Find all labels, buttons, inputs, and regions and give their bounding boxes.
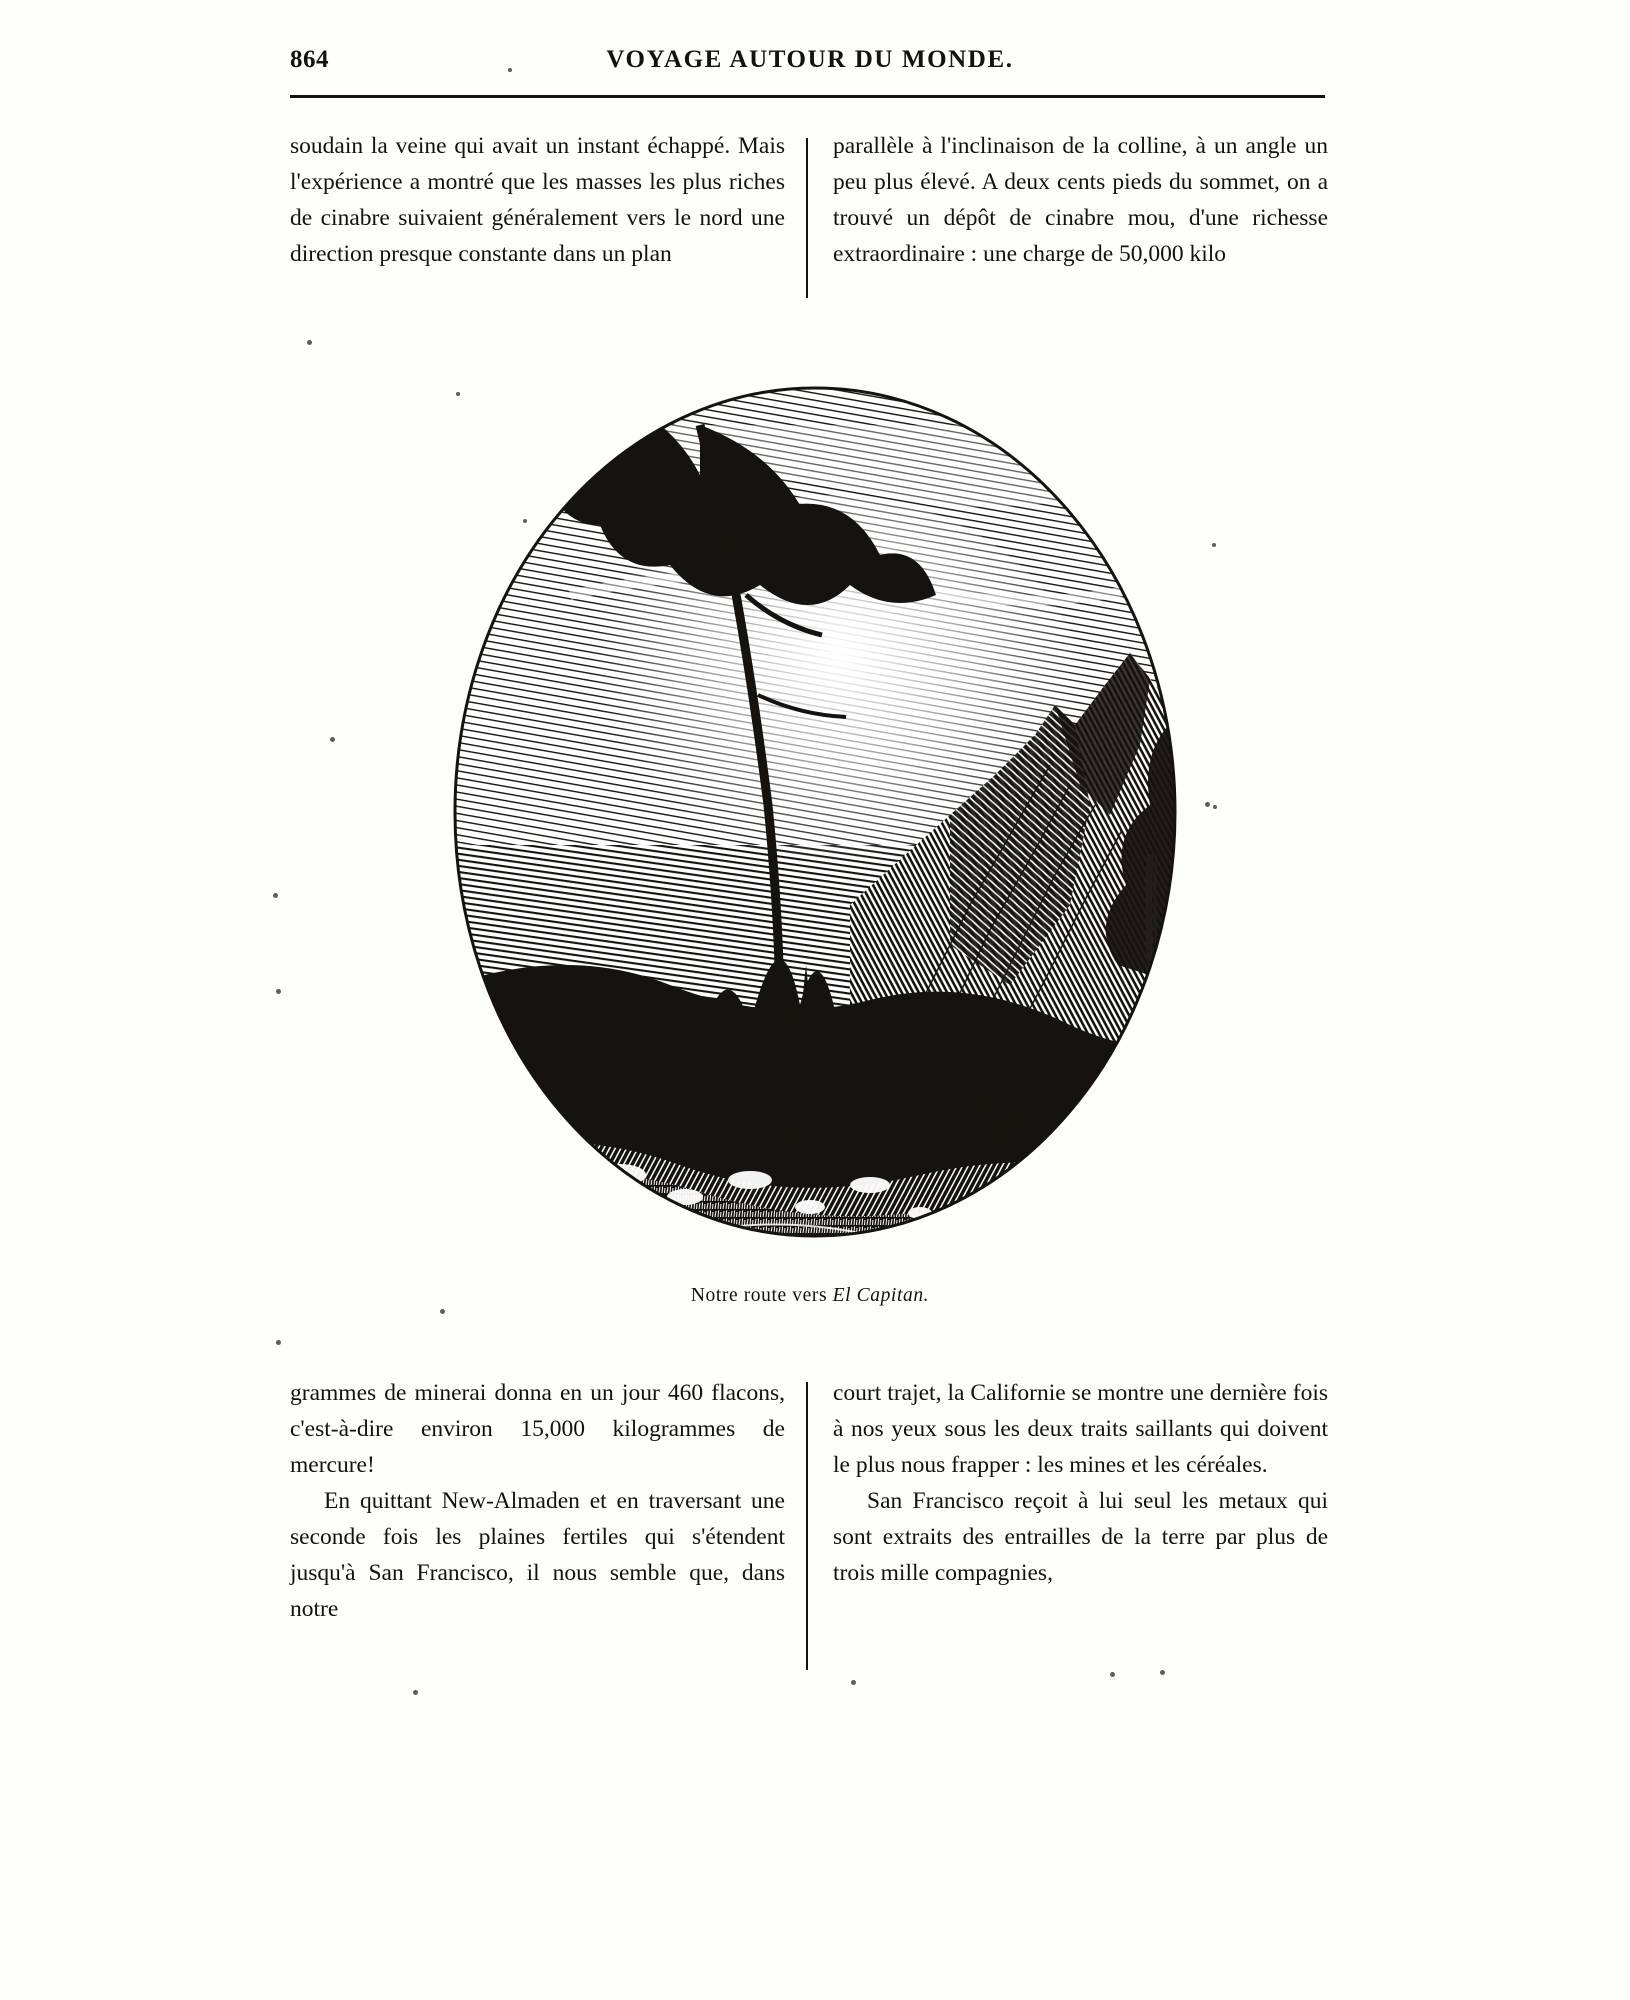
scan-speck (1213, 805, 1217, 809)
column-bottom-left (290, 1375, 785, 1627)
column-divider-top (806, 138, 808, 298)
scan-speck (1212, 543, 1216, 547)
column-divider-bottom (806, 1382, 808, 1670)
illustration-figure (450, 385, 1180, 1255)
scan-speck (456, 392, 460, 396)
figure-caption (290, 1285, 1330, 1307)
header-rule (290, 95, 1325, 98)
column-top-left (290, 128, 785, 272)
running-title: VOYAGE AUTOUR DU MONDE. (606, 46, 1014, 73)
scan-speck (508, 68, 512, 72)
scan-speck (307, 340, 312, 345)
paragraph: parallèle à l'inclinaison de la colline, à un angle un peu plus élevé. A deux cents pieds du sommet, on a trouvé un dépôt de cinabre mou, d'une richesse extraordinaire : une charge de 50,000 kilo (833, 133, 1328, 267)
scan-speck (273, 893, 278, 898)
paragraph: soudain la veine qui avait un instant échappé. Mais l'expérience a montré que les masses les plus riches de cinabre suivaient généralement vers le nord une direction presque constante dans un plan (290, 133, 785, 267)
scan-speck (440, 1309, 445, 1314)
paragraph: San Francisco reçoit à lui seul les metaux qui sont extraits des entrailles de la terre par plus de trois mille compagnies, (833, 1488, 1328, 1586)
paragraph: En quittant New-Almaden et en traversant une seconde fois les plaines fertiles qui s'étendent jusqu'à San Francisco, il nous semble que, dans notre (290, 1488, 785, 1622)
scan-speck (1160, 1670, 1165, 1675)
scan-speck (1205, 802, 1210, 807)
column-top-right (833, 128, 1328, 272)
column-bottom-right (833, 1375, 1328, 1591)
scan-speck (276, 1340, 281, 1345)
page-header (290, 40, 1330, 86)
scan-speck (413, 1690, 418, 1695)
scan-speck (330, 737, 335, 742)
paragraph: court trajet, la Californie se montre une dernière fois à nos yeux sous les deux traits saillants qui doivent le plus nous frapper : les mines et les céréales. (833, 1380, 1328, 1478)
caption-subject: El Capitan. (832, 1285, 930, 1306)
scan-speck (276, 989, 281, 994)
scan-speck (851, 1680, 856, 1685)
scan-speck (523, 519, 527, 523)
page-folio: 864 (290, 46, 329, 73)
paragraph: grammes de minerai donna en un jour 460 flacons, c'est-à-dire environ 15,000 kilogrammes de mercure! (290, 1380, 785, 1478)
engraving-svg (450, 385, 1180, 1240)
oval-engraving (450, 385, 1180, 1240)
scan-speck (1110, 1672, 1115, 1677)
caption-prefix: Notre route vers (690, 1285, 833, 1306)
